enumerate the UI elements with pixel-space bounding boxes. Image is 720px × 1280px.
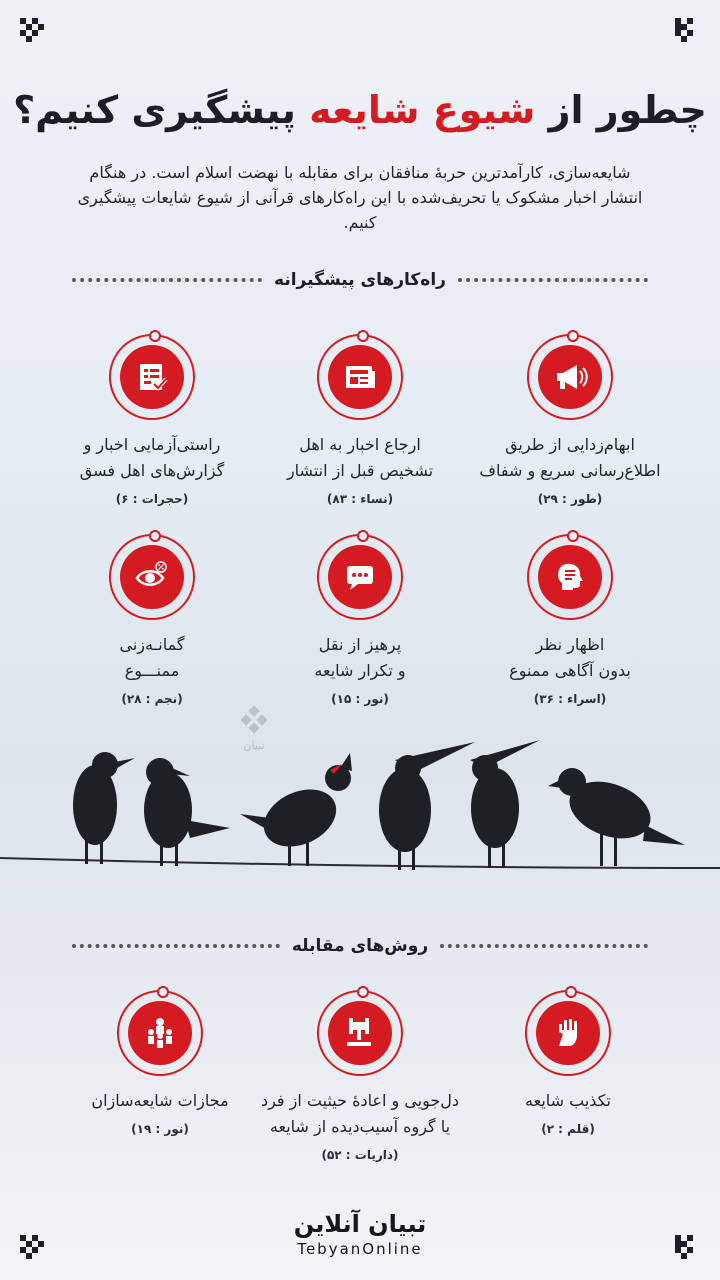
item-line-1: ارجاع اخبار به اهل (299, 435, 421, 454)
eye-icon (133, 558, 171, 596)
prevention-item (260, 534, 460, 706)
brand-name-fa: تبیان آنلاین (293, 1210, 427, 1238)
confront-item (60, 990, 260, 1136)
item-line-1: گمانـه‌زنی (119, 635, 185, 654)
group-icon (141, 1014, 179, 1052)
item-line-2: اطلاع‌رسانی سریع و شفاف (479, 461, 661, 480)
item-line-1: پرهیز از نقل (318, 635, 402, 654)
gavel-icon (341, 1014, 379, 1052)
icon-ring (525, 990, 611, 1076)
icon-ring (527, 334, 613, 420)
icon-ring (317, 534, 403, 620)
item-line-1: ابهام‌زدایی از طریق (505, 435, 635, 454)
newspaper-icon (342, 359, 378, 395)
head-icon (552, 559, 588, 595)
icon-ring (317, 334, 403, 420)
confront-item (468, 990, 668, 1136)
item-line-1: اظهار نظر (535, 635, 605, 654)
quran-reference: (ذاریات : ۵۲) (321, 1148, 399, 1162)
quran-reference: (نساء : ۸۳) (326, 492, 394, 506)
quran-reference: (نجم : ۲۸) (121, 692, 183, 706)
item-line-2: بدون آگاهی ممنوع (509, 661, 631, 680)
icon-ring (109, 534, 195, 620)
megaphone-icon (551, 358, 589, 396)
divider (72, 944, 280, 948)
quran-reference: (حجرات : ۶) (115, 492, 189, 506)
divider (72, 278, 262, 282)
item-line-1: مجازات شایعه‌سازان (91, 1091, 229, 1110)
icon-ring (109, 334, 195, 420)
crows-on-wire-illustration (0, 730, 720, 890)
quran-reference: (طور : ۲۹) (537, 492, 603, 506)
stop-hand-icon (549, 1014, 587, 1052)
prevention-item (52, 334, 252, 506)
title-part-2: پیشگیری کنیم؟ (13, 88, 310, 132)
item-line-2: ممنـــوع (124, 661, 180, 680)
quran-reference: (نور : ۱۹) (131, 1122, 189, 1136)
prevention-section-header (60, 268, 660, 292)
chat-icon (342, 559, 378, 595)
quran-reference: (قلم : ۲) (541, 1122, 595, 1136)
icon-ring (527, 534, 613, 620)
prevention-item (470, 534, 670, 706)
item-line-2: یا گروه آسیب‌دیده از شایعه (269, 1117, 451, 1136)
prevention-item (52, 534, 252, 706)
corner-ornament-top-left (20, 18, 50, 48)
icon-ring (317, 990, 403, 1076)
item-line-1: راستی‌آزمایی اخبار و (83, 435, 221, 454)
watermark-text: تبیان (243, 739, 265, 752)
brand-footer (0, 1210, 720, 1258)
item-line-2: تشخیص قبل از انتشار (286, 461, 434, 480)
brand-name-en: TebyanOnline (297, 1240, 423, 1258)
corner-ornament-top-right (675, 18, 705, 48)
prevention-heading: راه‌کارهای پیشگیرانه (274, 270, 446, 290)
divider (440, 944, 648, 948)
icon-ring (117, 990, 203, 1076)
confront-section-header (60, 934, 660, 958)
title-part-1: چطور از (535, 88, 707, 132)
checklist-icon (134, 359, 170, 395)
quran-reference: (نور : ۱۵) (331, 692, 389, 706)
intro-paragraph: شایعه‌سازی، کارآمدترین حربهٔ منافقان برای مقابله با نهضت اسلام است. در هنگام انتشار اخبار مشکوک یا تحریف‌شده با این راه‌کارهای قرآنی از شیوع شایعات پیشگیری کنیم. (77, 163, 643, 232)
confront-item (250, 990, 470, 1162)
prevention-item (260, 334, 460, 506)
prevention-item (470, 334, 670, 506)
item-line-1: تکذیب شایعه (525, 1091, 611, 1110)
item-line-1: دل‌جویی و اعادهٔ حیثیت از فرد (260, 1091, 460, 1110)
divider (458, 278, 648, 282)
page-title (0, 88, 720, 132)
quran-reference: (اسراء : ۳۶) (533, 692, 607, 706)
confront-heading: روش‌های مقابله (291, 936, 429, 956)
item-line-2: گزارش‌های اهل فسق (79, 461, 225, 480)
item-line-2: و تکرار شایعه (314, 661, 406, 680)
title-highlight: شیوع شایعه (309, 88, 536, 132)
